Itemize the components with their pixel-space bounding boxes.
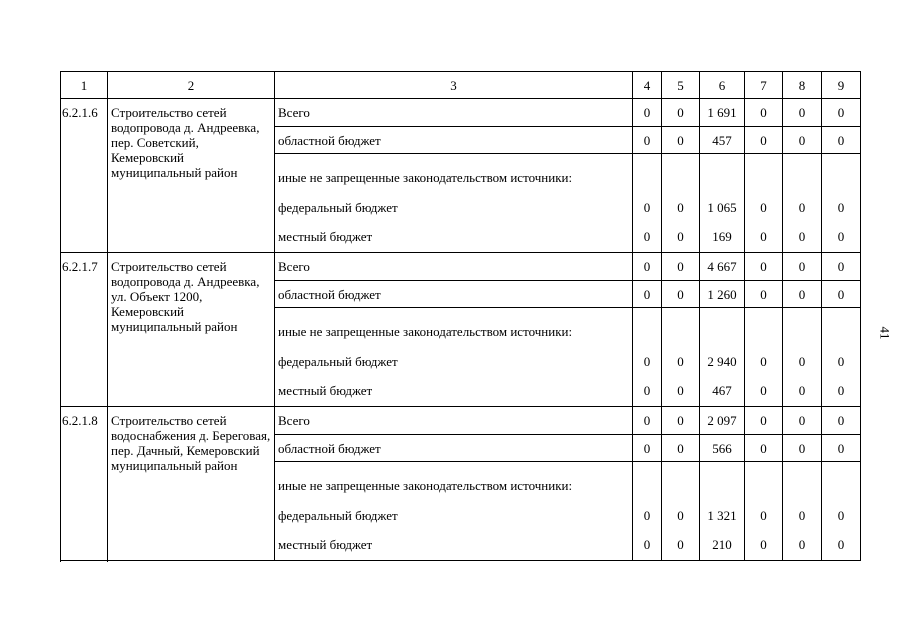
value-empty (635, 154, 659, 194)
value-c4: 0 (633, 281, 662, 308)
value-local-c7: 0 (760, 383, 767, 398)
value-empty (702, 462, 742, 502)
page-number: 41 (877, 326, 893, 340)
value-federal-c5: 0 (677, 200, 684, 215)
value-federal-c8: 0 (798, 354, 806, 369)
value-c7: 0 (745, 99, 783, 127)
budget-table (60, 71, 861, 561)
value-local-c8: 0 (798, 537, 806, 552)
value-local-c9: 0 (837, 229, 845, 244)
value-local-c4: 0 (643, 537, 651, 552)
source-label-total: Всего (275, 407, 633, 435)
header-row (61, 72, 861, 99)
value-federal-c7: 0 (760, 200, 767, 215)
table-row (61, 99, 861, 127)
value-c7: 0 (745, 281, 783, 308)
source-label-group (275, 462, 633, 561)
value-c6: 1 260 (700, 281, 745, 308)
value-stack-c8 (783, 308, 822, 407)
value-federal-c9: 0 (837, 200, 845, 215)
source-label-local: местный бюджет (278, 537, 373, 552)
value-empty (747, 154, 780, 194)
value-c9: 0 (822, 127, 861, 154)
value-c6: 2 097 (700, 407, 745, 435)
header-col-2: 2 (108, 72, 275, 99)
value-local-c5: 0 (677, 229, 684, 244)
table-row (61, 253, 861, 281)
value-federal-c9: 0 (837, 508, 845, 523)
source-label-group (275, 154, 633, 253)
value-c9: 0 (822, 281, 861, 308)
value-empty (785, 154, 819, 194)
header-col-6: 6 (700, 72, 745, 99)
value-c6: 457 (700, 127, 745, 154)
value-federal-c8: 0 (798, 200, 806, 215)
value-empty (635, 462, 659, 502)
value-c5: 0 (662, 281, 700, 308)
value-c8: 0 (783, 99, 822, 127)
value-empty (785, 308, 819, 348)
value-local-c7: 0 (760, 229, 767, 244)
value-empty (824, 154, 858, 194)
header-col-7: 7 (745, 72, 783, 99)
value-stack-c8 (783, 462, 822, 561)
value-empty (747, 308, 780, 348)
value-federal-c7: 0 (760, 508, 767, 523)
value-c6: 4 667 (700, 253, 745, 281)
value-stack-c6 (700, 462, 745, 561)
value-federal-c8: 0 (798, 508, 806, 523)
value-local-c8: 0 (798, 383, 806, 398)
value-stack-c9 (822, 462, 861, 561)
value-local-c7: 0 (760, 537, 767, 552)
value-local-c4: 0 (643, 229, 651, 244)
value-local-c6: 169 (712, 229, 732, 244)
value-stack-c6 (700, 154, 745, 253)
value-local-c9: 0 (837, 383, 845, 398)
value-stack-c4 (633, 462, 662, 561)
value-c5: 0 (662, 253, 700, 281)
header-col-1: 1 (61, 72, 108, 99)
value-c9: 0 (822, 253, 861, 281)
value-local-c8: 0 (798, 229, 806, 244)
source-label-federal: федеральный бюджет (278, 508, 398, 523)
item-name: Строительство сетей водоснабжения д. Береговая, пер. Дачный, Кемеровский муниципальный район (108, 407, 275, 561)
item-code: 6.2.1.8 (61, 407, 108, 561)
value-local-c5: 0 (677, 383, 684, 398)
header-col-8: 8 (783, 72, 822, 99)
value-stack-c9 (822, 308, 861, 407)
value-stack-c5 (662, 154, 700, 253)
source-label-regional: областной бюджет (275, 281, 633, 308)
source-label-regional: областной бюджет (275, 127, 633, 154)
value-c4: 0 (633, 407, 662, 435)
value-c4: 0 (633, 127, 662, 154)
value-c7: 0 (745, 407, 783, 435)
value-c7: 0 (745, 435, 783, 462)
source-label-federal: федеральный бюджет (278, 200, 398, 215)
value-empty (664, 462, 697, 502)
value-stack-c5 (662, 462, 700, 561)
value-stack-c8 (783, 154, 822, 253)
value-federal-c6: 2 940 (707, 354, 737, 369)
value-federal-c5: 0 (677, 508, 684, 523)
value-stack-c4 (633, 308, 662, 407)
header-col-3: 3 (275, 72, 633, 99)
value-federal-c7: 0 (760, 354, 767, 369)
value-c4: 0 (633, 99, 662, 127)
value-stack-c7 (745, 462, 783, 561)
value-federal-c5: 0 (677, 354, 684, 369)
value-c8: 0 (783, 281, 822, 308)
value-c7: 0 (745, 127, 783, 154)
value-c8: 0 (783, 407, 822, 435)
item-name: Строительство сетей водопровода д. Андреевка, ул. Объект 1200, Кемеровский муниципальный район (108, 253, 275, 407)
value-federal-c6: 1 321 (707, 508, 737, 523)
value-empty (702, 308, 742, 348)
value-federal-c6: 1 065 (707, 200, 737, 215)
value-c8: 0 (783, 435, 822, 462)
value-c9: 0 (822, 435, 861, 462)
value-federal-c4: 0 (643, 508, 651, 523)
value-local-c6: 467 (712, 383, 732, 398)
value-c6: 566 (700, 435, 745, 462)
value-stack-c7 (745, 308, 783, 407)
item-code: 6.2.1.7 (61, 253, 108, 407)
value-federal-c4: 0 (643, 354, 651, 369)
header-col-4: 4 (633, 72, 662, 99)
source-label-local: местный бюджет (278, 383, 373, 398)
header-col-5: 5 (662, 72, 700, 99)
value-empty (664, 308, 697, 348)
value-empty (635, 308, 659, 348)
source-label-total: Всего (275, 99, 633, 127)
item-name: Строительство сетей водопровода д. Андреевка, пер. Советский, Кемеровский муниципальный район (108, 99, 275, 253)
value-local-c6: 210 (712, 537, 732, 552)
value-local-c4: 0 (643, 383, 651, 398)
value-c7: 0 (745, 253, 783, 281)
value-empty (664, 154, 697, 194)
value-c6: 1 691 (700, 99, 745, 127)
value-c4: 0 (633, 253, 662, 281)
value-empty (824, 308, 858, 348)
value-empty (824, 462, 858, 502)
value-federal-c4: 0 (643, 200, 651, 215)
value-stack-c6 (700, 308, 745, 407)
source-label-other: иные не запрещенные законодательством источники: (278, 170, 573, 185)
value-stack-c7 (745, 154, 783, 253)
value-c5: 0 (662, 127, 700, 154)
source-label-regional: областной бюджет (275, 435, 633, 462)
value-local-c5: 0 (677, 537, 684, 552)
value-c9: 0 (822, 407, 861, 435)
value-empty (785, 462, 819, 502)
value-stack-c5 (662, 308, 700, 407)
source-label-local: местный бюджет (278, 229, 373, 244)
value-c5: 0 (662, 435, 700, 462)
value-c4: 0 (633, 435, 662, 462)
value-c5: 0 (662, 407, 700, 435)
value-empty (747, 462, 780, 502)
value-federal-c9: 0 (837, 354, 845, 369)
source-label-total: Всего (275, 253, 633, 281)
source-label-other: иные не запрещенные законодательством источники: (278, 478, 573, 493)
value-stack-c9 (822, 154, 861, 253)
value-c5: 0 (662, 99, 700, 127)
value-c8: 0 (783, 127, 822, 154)
source-label-group (275, 308, 633, 407)
value-empty (702, 154, 742, 194)
value-local-c9: 0 (837, 537, 845, 552)
source-label-federal: федеральный бюджет (278, 354, 398, 369)
value-c8: 0 (783, 253, 822, 281)
value-c9: 0 (822, 99, 861, 127)
value-stack-c4 (633, 154, 662, 253)
source-label-other: иные не запрещенные законодательством источники: (278, 324, 573, 339)
item-code: 6.2.1.6 (61, 99, 108, 253)
table-row (61, 407, 861, 435)
header-col-9: 9 (822, 72, 861, 99)
